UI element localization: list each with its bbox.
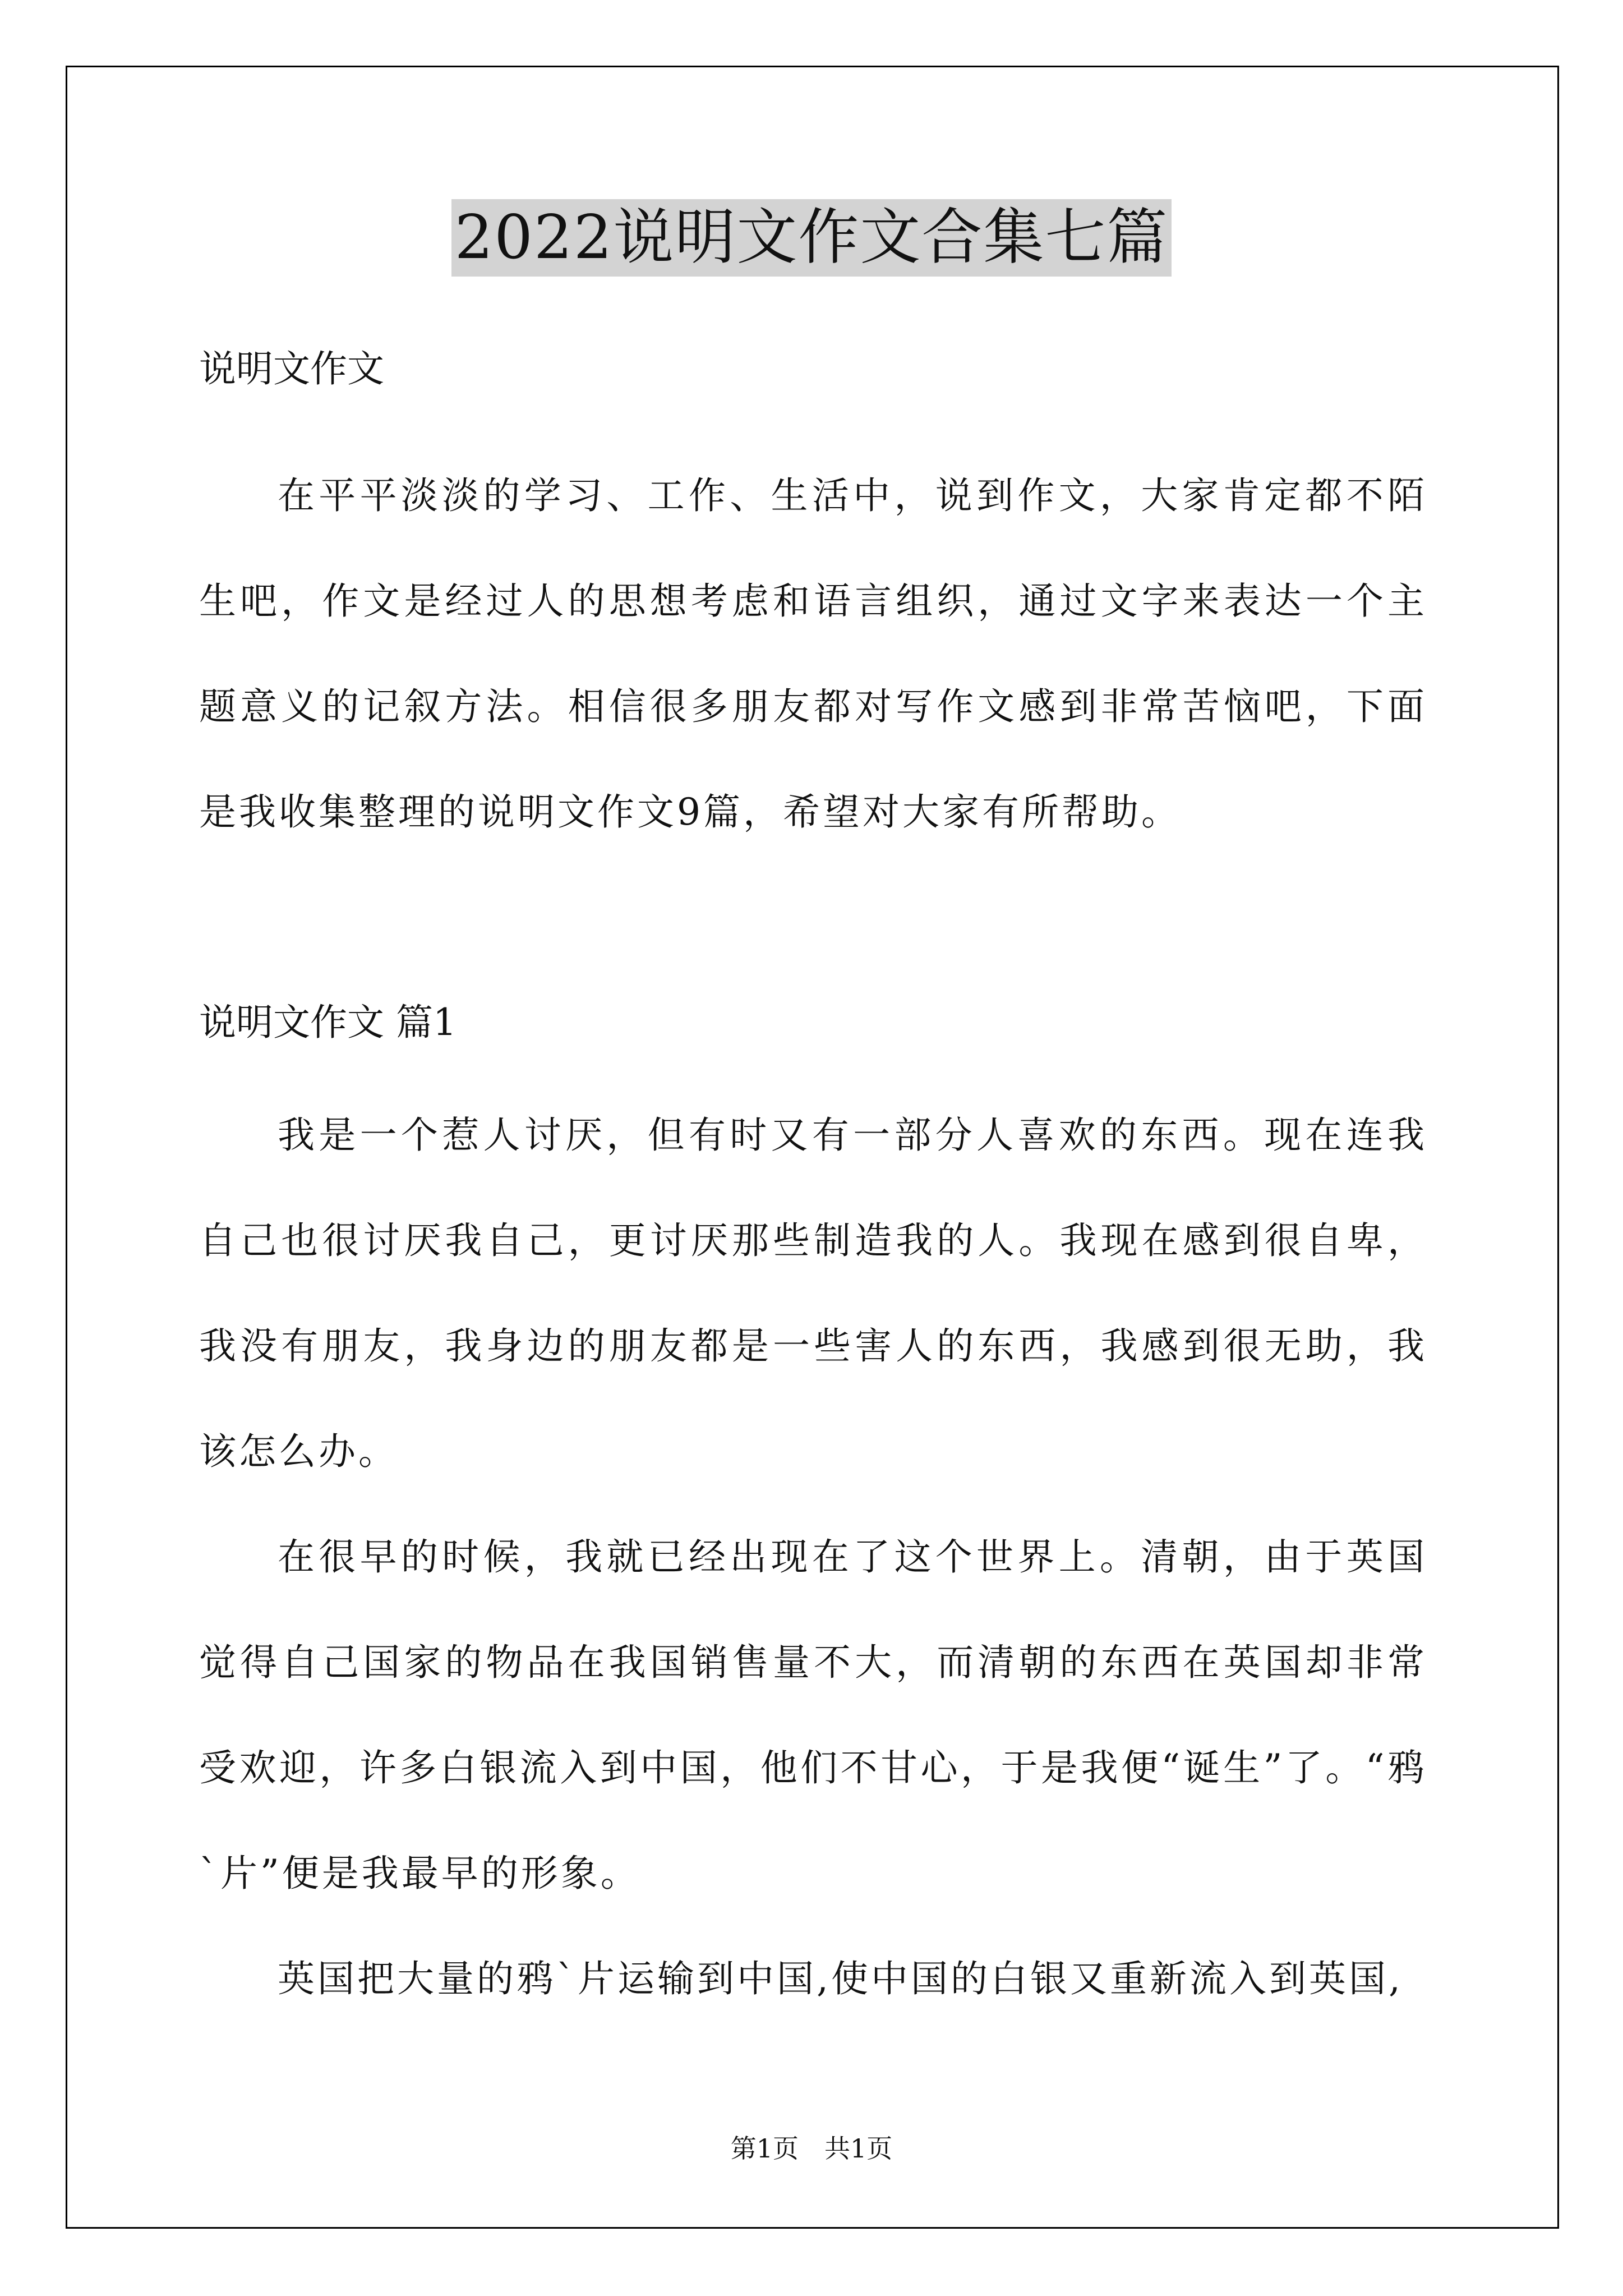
intro-section (199, 342, 1427, 396)
section-1-heading: 说明文作文 篇1 (199, 1001, 457, 1044)
section-1-paragraph: 在很早的时候，我就已经出现在了这个世界上。清朝，由于英国觉得自己国家的物品在我国销售量不大，而清朝的东西在英国却非常受欢迎，许多白银流入到中国，他们不甘心，于是我便“诞生”了。“鸦`片”便是我最早的形象。 (199, 1535, 1427, 1895)
intro-paragraph: 在平平淡淡的学习、工作、生活中，说到作文，大家肯定都不陌生吧，作文是经过人的思想考虑和语言组织，通过文字来表达一个主题意义的记叙方法。相信很多朋友都对写作文感到非常苦恼吧，下面是我收集整理的说明文作文9篇，希望对大家有所帮助。 (199, 474, 1427, 834)
intro-body (199, 443, 1427, 865)
intro-heading: 说明文作文 (199, 347, 384, 390)
page-footer: 第1页 共1页 (730, 2133, 893, 2164)
title-container (0, 199, 1623, 277)
document-title: 2022说明文作文合集七篇 (451, 199, 1172, 277)
section-1-paragraph: 英国把大量的鸦`片运输到中国,使中国的白银又重新流入到英国, (278, 1957, 1403, 2000)
section-1-paragraph: 我是一个惹人讨厌，但有时又有一部分人喜欢的东西。现在连我自己也很讨厌我自己，更讨厌那些制造我的人。我现在感到很自卑，我没有朋友，我身边的朋友都是一些害人的东西，我感到很无助，我该怎么办。 (199, 1114, 1427, 1473)
section-1 (199, 996, 1427, 1050)
section-1-body (199, 1083, 1427, 2032)
